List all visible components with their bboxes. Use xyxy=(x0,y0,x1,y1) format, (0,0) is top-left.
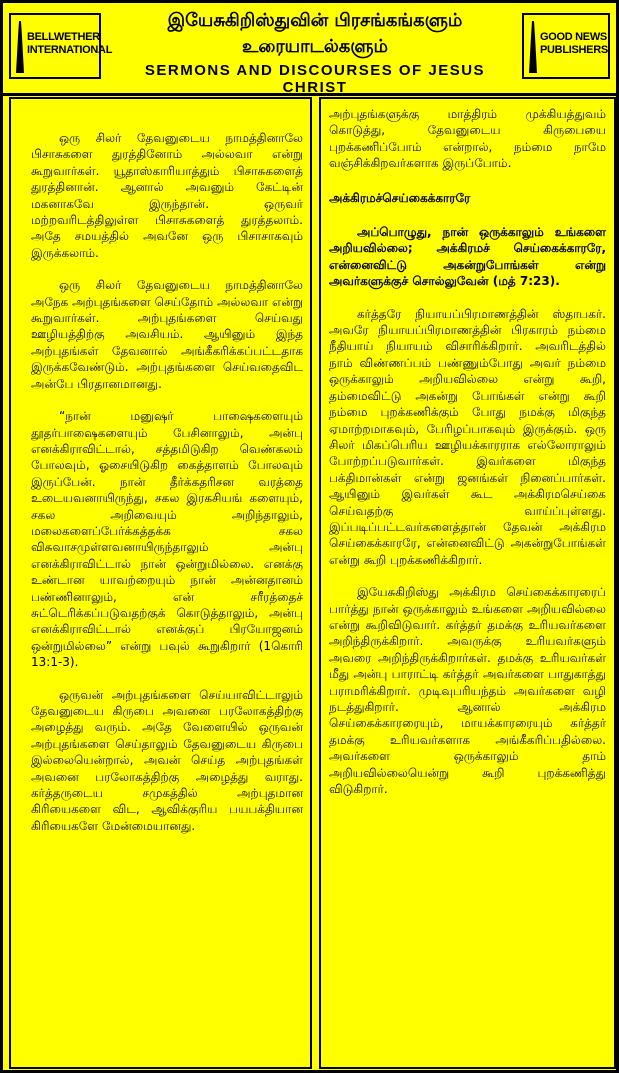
good-news-logo xyxy=(522,9,610,83)
section-heading: அக்கிரமச்செய்கைக்காரரே xyxy=(329,190,471,205)
left-column xyxy=(9,96,313,850)
paragraph: ஒரு சிலர் தேவனுடைய நாமத்தினாலே பிசாசுகளை துரத்தினோம் அல்லவா என்று கூறுவார்கள். யூதாஸ்காரியாத்தும் பிசாசுகளைத் துரத்தினான். ஆனால் அவனும் கேட்டின் மகனாகவே இருந்தான். ஒருவர் மற்றவரிடத்திலுள்ள பிசாசுகளைத் துரத்தலாம். அதே சமயத்தில் அவனே ஒரு பிசாசாகவும் இருக்கலாம். xyxy=(31,131,303,260)
title-tamil-line1: இயேசுகிறிஸ்துவின் பிரசங்கங்களும் xyxy=(167,10,463,31)
logo-left-line1: BELLWETHER xyxy=(27,31,100,43)
scripture-quote: அப்பொழுது, நான் ஒருக்காலும் உங்களை அறியவில்லை; அக்கிரமச் செய்கைக்காரரே, என்னைவிட்டு அகன்றுபோங்கள் என்று அவர்களுக்குச் சொல்லுவேன் (மத் 7:23). xyxy=(329,225,606,289)
paragraph: ஒரு சிலர் தேவனுடைய நாமத்தினாலே அநேக அற்புதங்களை செய்தோம் அல்லவா என்று கூறுவார்கள். அற்புதங்களை செய்வது ஊழியத்திற்கு அவசியம். ஆயினும் இந்த அற்புதங்கள் தேவனால் அங்கீகரிக்கப்பட்டதாக இருக்கவேண்டும். அற்புதங்களை செய்வதைவிட அன்பே பிரதானமானது. xyxy=(31,278,303,391)
paragraph: கர்த்தரே நியாயப்பிரமாணத்தின் ஸ்தாபகர். அவரே நியாயப்பிரமாணத்தின் பிரகாரம் நம்மை நீதியாய் நியாயம் விசாரிக்கிறார். அவரிடத்தில் நாம் விண்ணப்பம் பண்ணும்போது அவர் நம்மை ஒருக்காலும் அறியவில்லை என்று கூறி, தம்மைவிட்டு அகன்று போங்கள் என்று கூறி நம்மை புறக்கணிக்கும் போது நமக்கு மிகுந்த ஏமாற்றமாகவும், பேரிழப்பாகவும் இருக்கும். ஒரு சிலர் மிகப்பெரிய ஊழியக்காரராக எல்லோராலும் போற்றப்படுவார்கள். இவர்களை மிகுந்த பக்திமான்கள் என்று ஜனங்கள் நினைப்பார்கள். ஆயினும் இவர்கள் கூட அக்கிரமசெய்கை செய்வதற்கு வாய்ப்புள்ளது. இப்படிப்பட்டவர்களைத்தான் தேவன் அக்கிரம செய்கைக்காரரே, என்னைவிட்டு அகன்றுபோங்கள் என்று கூறி புறக்கணிக்கிறார். xyxy=(329,306,606,567)
right-column xyxy=(321,96,616,813)
title-tamil-line2: உரையாடல்களும் xyxy=(242,36,388,57)
tower-icon xyxy=(528,21,538,73)
tower-icon xyxy=(15,21,25,73)
title-english: SERMONS AND DISCOURSES OF JESUS CHRIST xyxy=(144,62,486,96)
paragraph: இயேசுகிறிஸ்து அக்கிரம செய்கைக்காரரைப் பார்த்து நான் ஒருக்காலும் உங்களை அறியவில்லை என்று கூறிவிடுவார். கர்த்தர் தமக்கு உரியவர்களை அறிந்திருக்கிறார். அவருக்கு உரியவர்களும் அவரை அறிந்திருக்கிறார்கள். தமக்கு உரியவர்கள் மீது அன்பு பாராட்டி கர்த்தர் அவர்களை பாதுகாத்து பராமரிக்கிறார். முடிவுபரியந்தம் அவர்களை வழி நடத்துகிறார். ஆனால் அக்கிரம செய்கைக்காரரையும், மாயக்காரரையும் கர்த்தர் தமக்கு உரியவர்களாக அங்கீகரிப்பதில்லை. அவர்களை ஒருக்காலும் தாம் அறியவில்லையென்று கூறி புறக்கணித்து விடுகிறார். xyxy=(329,585,606,797)
paragraph: அற்புதங்களுக்கு மாத்திரம் முக்கியத்துவம் கொடுத்து, தேவனுடைய கிருபையை புறக்கணிப்போம் என்றால், நம்மை நாமே வஞ்சிக்கிறவர்களாக இருப்போம். xyxy=(329,107,606,171)
logo-right-line2: PUBLISHERS xyxy=(540,44,608,56)
bellwether-logo xyxy=(9,9,113,83)
paragraph: “நான் மனுஷர் பாஷைகளையும் தூதர்பாஷைகளையும் பேசினாலும், அன்பு எனக்கிராவிட்டால், சத்தமிடுகிற வெண்கலம் போலவும், ஓசையிடுகிற கைத்தாளம் போலவும் இருப்பேன். நான் தீர்க்கதரிசன வரத்தை உடையவனாயிருந்து, சகல இரகசியங் களையும், சகல அறிவையும் அறிந்தாலும், மலைகளைப்பேர்க்கத்தக்க சகல விசுவாசமுள்ளவனாயிருந்தாலும் அன்பு எனக்கிராவிட்டால் நான் ஒன்றுமில்லை. எனக்கு உண்டான யாவற்றையும் நான் அன்னதானம் பண்ணினாலும், என் சரீரத்தைச் சுட்டெரிக்கப்படுவதற்குக் கொடுத்தாலும், அன்பு எனக்கிராவிட்டால் எனக்குப் பிரயோஜனம் ஒன்றுமில்லை” என்று பவுல் கூறுகிறார் (1கொரி 13:1-3). xyxy=(31,409,303,670)
header xyxy=(3,3,616,96)
title-block xyxy=(111,8,519,96)
logo-right-line1: GOOD NEWS xyxy=(540,31,607,43)
logo-left-line2: INTERNATIONAL xyxy=(27,44,113,56)
paragraph: ஒருவன் அற்புதங்களை செய்யாவிட்டாலும் தேவனுடைய கிருபை அவனை பரலோகத்திற்கு அழைத்து வரும். அதே வேளையில் ஒருவன் அற்புதங்களை செய்தாலும் தேவனுடைய கிருபை இல்லையென்றால், அவன் செய்த அற்புதங்கள் அவனை பரலோகத்திற்கு அழைத்து வராது. கர்த்தருடைய சமுகத்தில் அற்புதமான கிரியைகளை விட, ஆவிக்குரிய பயபக்தியான கிரியைகளே மேன்மையானது. xyxy=(31,687,303,833)
